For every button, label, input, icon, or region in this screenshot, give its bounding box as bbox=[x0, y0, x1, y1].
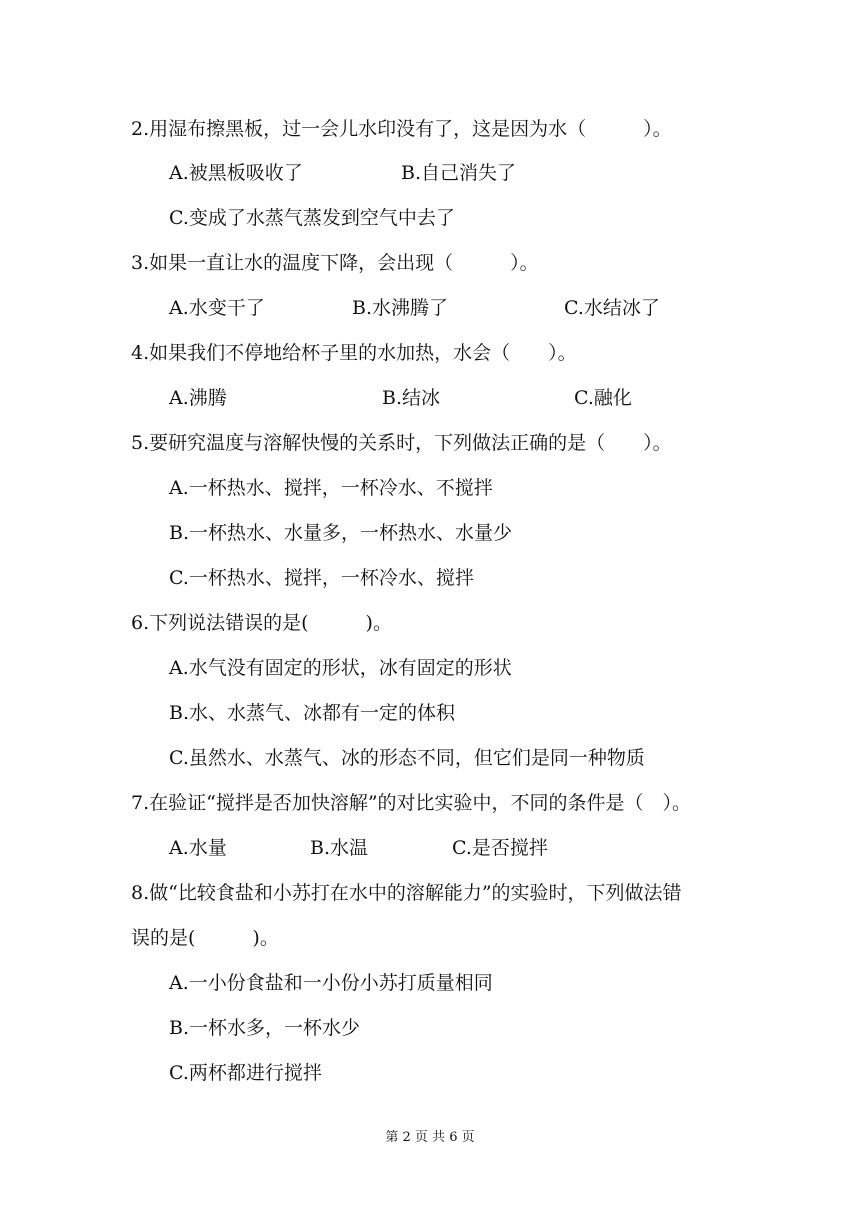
option-8c: C.两杯都进行搅拌 bbox=[169, 1062, 322, 1084]
question-2: 2.用湿布擦黑板，过一会儿水印没有了，这是因为水（ ）。 bbox=[131, 118, 672, 140]
option-3a: A.水变干了 bbox=[169, 297, 265, 319]
option-3b: B.水沸腾了 bbox=[352, 297, 449, 319]
question-8-line-2: 误的是( )。 bbox=[131, 927, 279, 949]
option-4b: B.结冰 bbox=[382, 387, 441, 409]
option-7b: B.水温 bbox=[310, 837, 369, 859]
option-8a: A.一小份食盐和一小份小苏打质量相同 bbox=[169, 972, 493, 994]
option-5c: C.一杯热水、搅拌，一杯冷水、搅拌 bbox=[169, 567, 474, 589]
question-6: 6.下列说法错误的是( )。 bbox=[131, 612, 392, 634]
option-2a: A.被黑板吸收了 bbox=[169, 162, 303, 184]
page-number: 第 2 页 共 6 页 bbox=[385, 1130, 475, 1145]
option-8b: B.一杯水多，一杯水少 bbox=[169, 1017, 361, 1039]
option-3c: C.水结冰了 bbox=[564, 297, 660, 319]
question-5: 5.要研究温度与溶解快慢的关系时，下列做法正确的是（ ）。 bbox=[131, 432, 672, 454]
option-2b: B.自己消失了 bbox=[401, 162, 517, 184]
question-7: 7.在验证“搅拌是否加快溶解”的对比实验中，不同的条件是（ ）。 bbox=[131, 792, 692, 814]
option-6a: A.水气没有固定的形状，冰有固定的形状 bbox=[169, 657, 512, 679]
option-5a: A.一杯热水、搅拌，一杯冷水、不搅拌 bbox=[169, 477, 493, 499]
option-4c: C.融化 bbox=[574, 387, 632, 409]
option-7a: A.水量 bbox=[169, 837, 227, 859]
question-8-line-1: 8.做“比较食盐和小苏打在水中的溶解能力”的实验时，下列做法错 bbox=[131, 882, 682, 904]
question-4: 4.如果我们不停地给杯子里的水加热，水会（ ）。 bbox=[131, 342, 577, 364]
option-7c: C.是否搅拌 bbox=[452, 837, 548, 859]
question-3: 3.如果一直让水的温度下降，会出现（ ）。 bbox=[131, 252, 539, 274]
option-6c: C.虽然水、水蒸气、冰的形态不同，但它们是同一种物质 bbox=[169, 747, 645, 769]
option-5b: B.一杯热水、水量多，一杯热水、水量少 bbox=[169, 522, 513, 544]
option-4a: A.沸腾 bbox=[169, 387, 227, 409]
option-2c: C.变成了水蒸气蒸发到空气中去了 bbox=[169, 207, 455, 229]
option-6b: B.水、水蒸气、冰都有一定的体积 bbox=[169, 702, 456, 724]
